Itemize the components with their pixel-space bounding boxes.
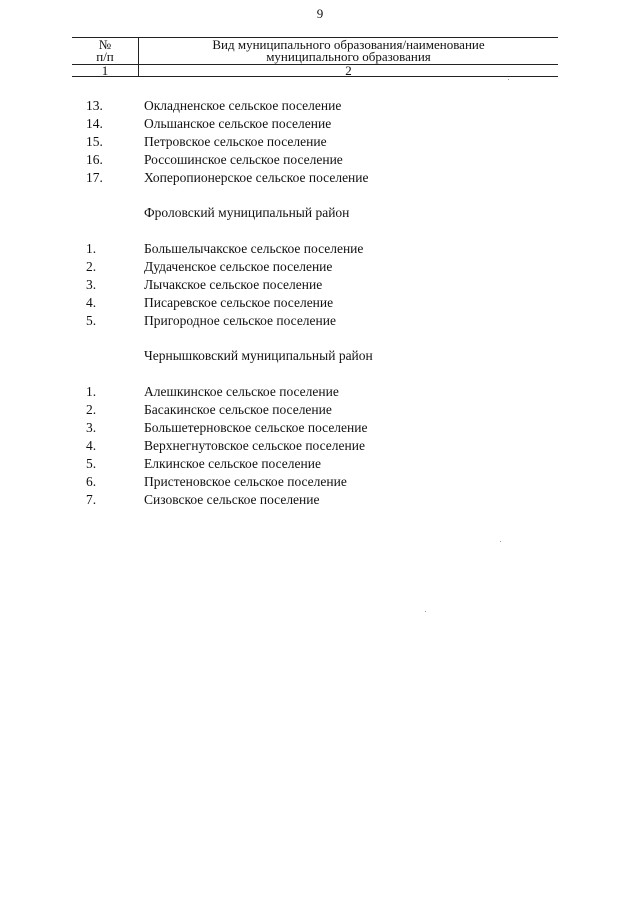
list-item <box>86 133 566 151</box>
list-item <box>86 437 566 455</box>
section-title-chernyshkovsky: Чернышковский муниципальный район <box>144 348 373 363</box>
scan-speck <box>500 541 501 542</box>
item-name: Хоперопионерское сельское поселение <box>144 170 369 185</box>
item-number: 16. <box>86 152 103 167</box>
item-name: Писаревское сельское поселение <box>144 295 334 310</box>
scan-speck <box>508 79 509 80</box>
item-name: Большетерновское сельское поселение <box>144 420 368 435</box>
header-row <box>72 38 558 65</box>
item-number: 1. <box>86 241 97 256</box>
list-chernyshkovsky <box>86 383 566 509</box>
item-name: Дудаченское сельское поселение <box>144 259 333 274</box>
list-item <box>86 455 566 473</box>
item-number: 15. <box>86 134 103 149</box>
item-name: Окладненское сельское поселение <box>144 98 342 113</box>
item-number: 5. <box>86 313 97 328</box>
header-table <box>72 37 558 77</box>
list-item <box>86 312 566 330</box>
section-title-frolovsky: Фроловский муниципальный район <box>144 205 350 220</box>
list-item <box>86 383 566 401</box>
item-name: Басакинское сельское поселение <box>144 402 332 417</box>
column-name-line2: муниципального образования <box>266 49 431 64</box>
item-name: Верхнегнутовское сельское поселение <box>144 438 365 453</box>
column-number-symbol: № <box>98 37 112 52</box>
list-item <box>86 169 566 187</box>
item-name: Большелычакское сельское поселение <box>144 241 364 256</box>
item-number: 13. <box>86 98 103 113</box>
column-name-line1: Вид муниципального образования/наименование <box>212 37 485 52</box>
item-number: 14. <box>86 116 103 131</box>
item-number: 3. <box>86 277 97 292</box>
column-number-abbrev: п/п <box>96 49 114 64</box>
item-number: 17. <box>86 170 103 185</box>
item-number: 4. <box>86 295 97 310</box>
list-item <box>86 240 566 258</box>
item-name: Пригородное сельское поселение <box>144 313 336 328</box>
column-name-header <box>139 38 559 65</box>
item-name: Россошинское сельское поселение <box>144 152 343 167</box>
list-item <box>86 294 566 312</box>
column-index-1: 1 <box>72 65 139 77</box>
list-top <box>86 97 566 187</box>
list-item <box>86 115 566 133</box>
item-name: Петровское сельское поселение <box>144 134 327 149</box>
item-number: 2. <box>86 259 97 274</box>
item-name: Алешкинское сельское поселение <box>144 384 339 399</box>
column-index-2: 2 <box>139 65 559 77</box>
item-name: Ольшанское сельское поселение <box>144 116 332 131</box>
item-number: 2. <box>86 402 97 417</box>
column-index-row <box>72 65 558 77</box>
item-name: Елкинское сельское поселение <box>144 456 321 471</box>
item-number: 4. <box>86 438 97 453</box>
item-number: 3. <box>86 420 97 435</box>
list-item <box>86 276 566 294</box>
item-name: Сизовское сельское поселение <box>144 492 320 507</box>
column-number-header <box>72 38 139 65</box>
list-item <box>86 491 566 509</box>
item-number: 5. <box>86 456 97 471</box>
list-item <box>86 473 566 491</box>
item-name: Лычакское сельское поселение <box>144 277 323 292</box>
item-number: 7. <box>86 492 97 507</box>
list-item <box>86 419 566 437</box>
list-item <box>86 258 566 276</box>
list-item <box>86 151 566 169</box>
item-name: Пристеновское сельское поселение <box>144 474 347 489</box>
list-frolovsky <box>86 240 566 330</box>
document-content <box>86 97 566 509</box>
page-number: 9 <box>316 6 324 21</box>
scan-speck <box>425 611 426 612</box>
list-item <box>86 97 566 115</box>
list-item <box>86 401 566 419</box>
item-number: 6. <box>86 474 97 489</box>
item-number: 1. <box>86 384 97 399</box>
